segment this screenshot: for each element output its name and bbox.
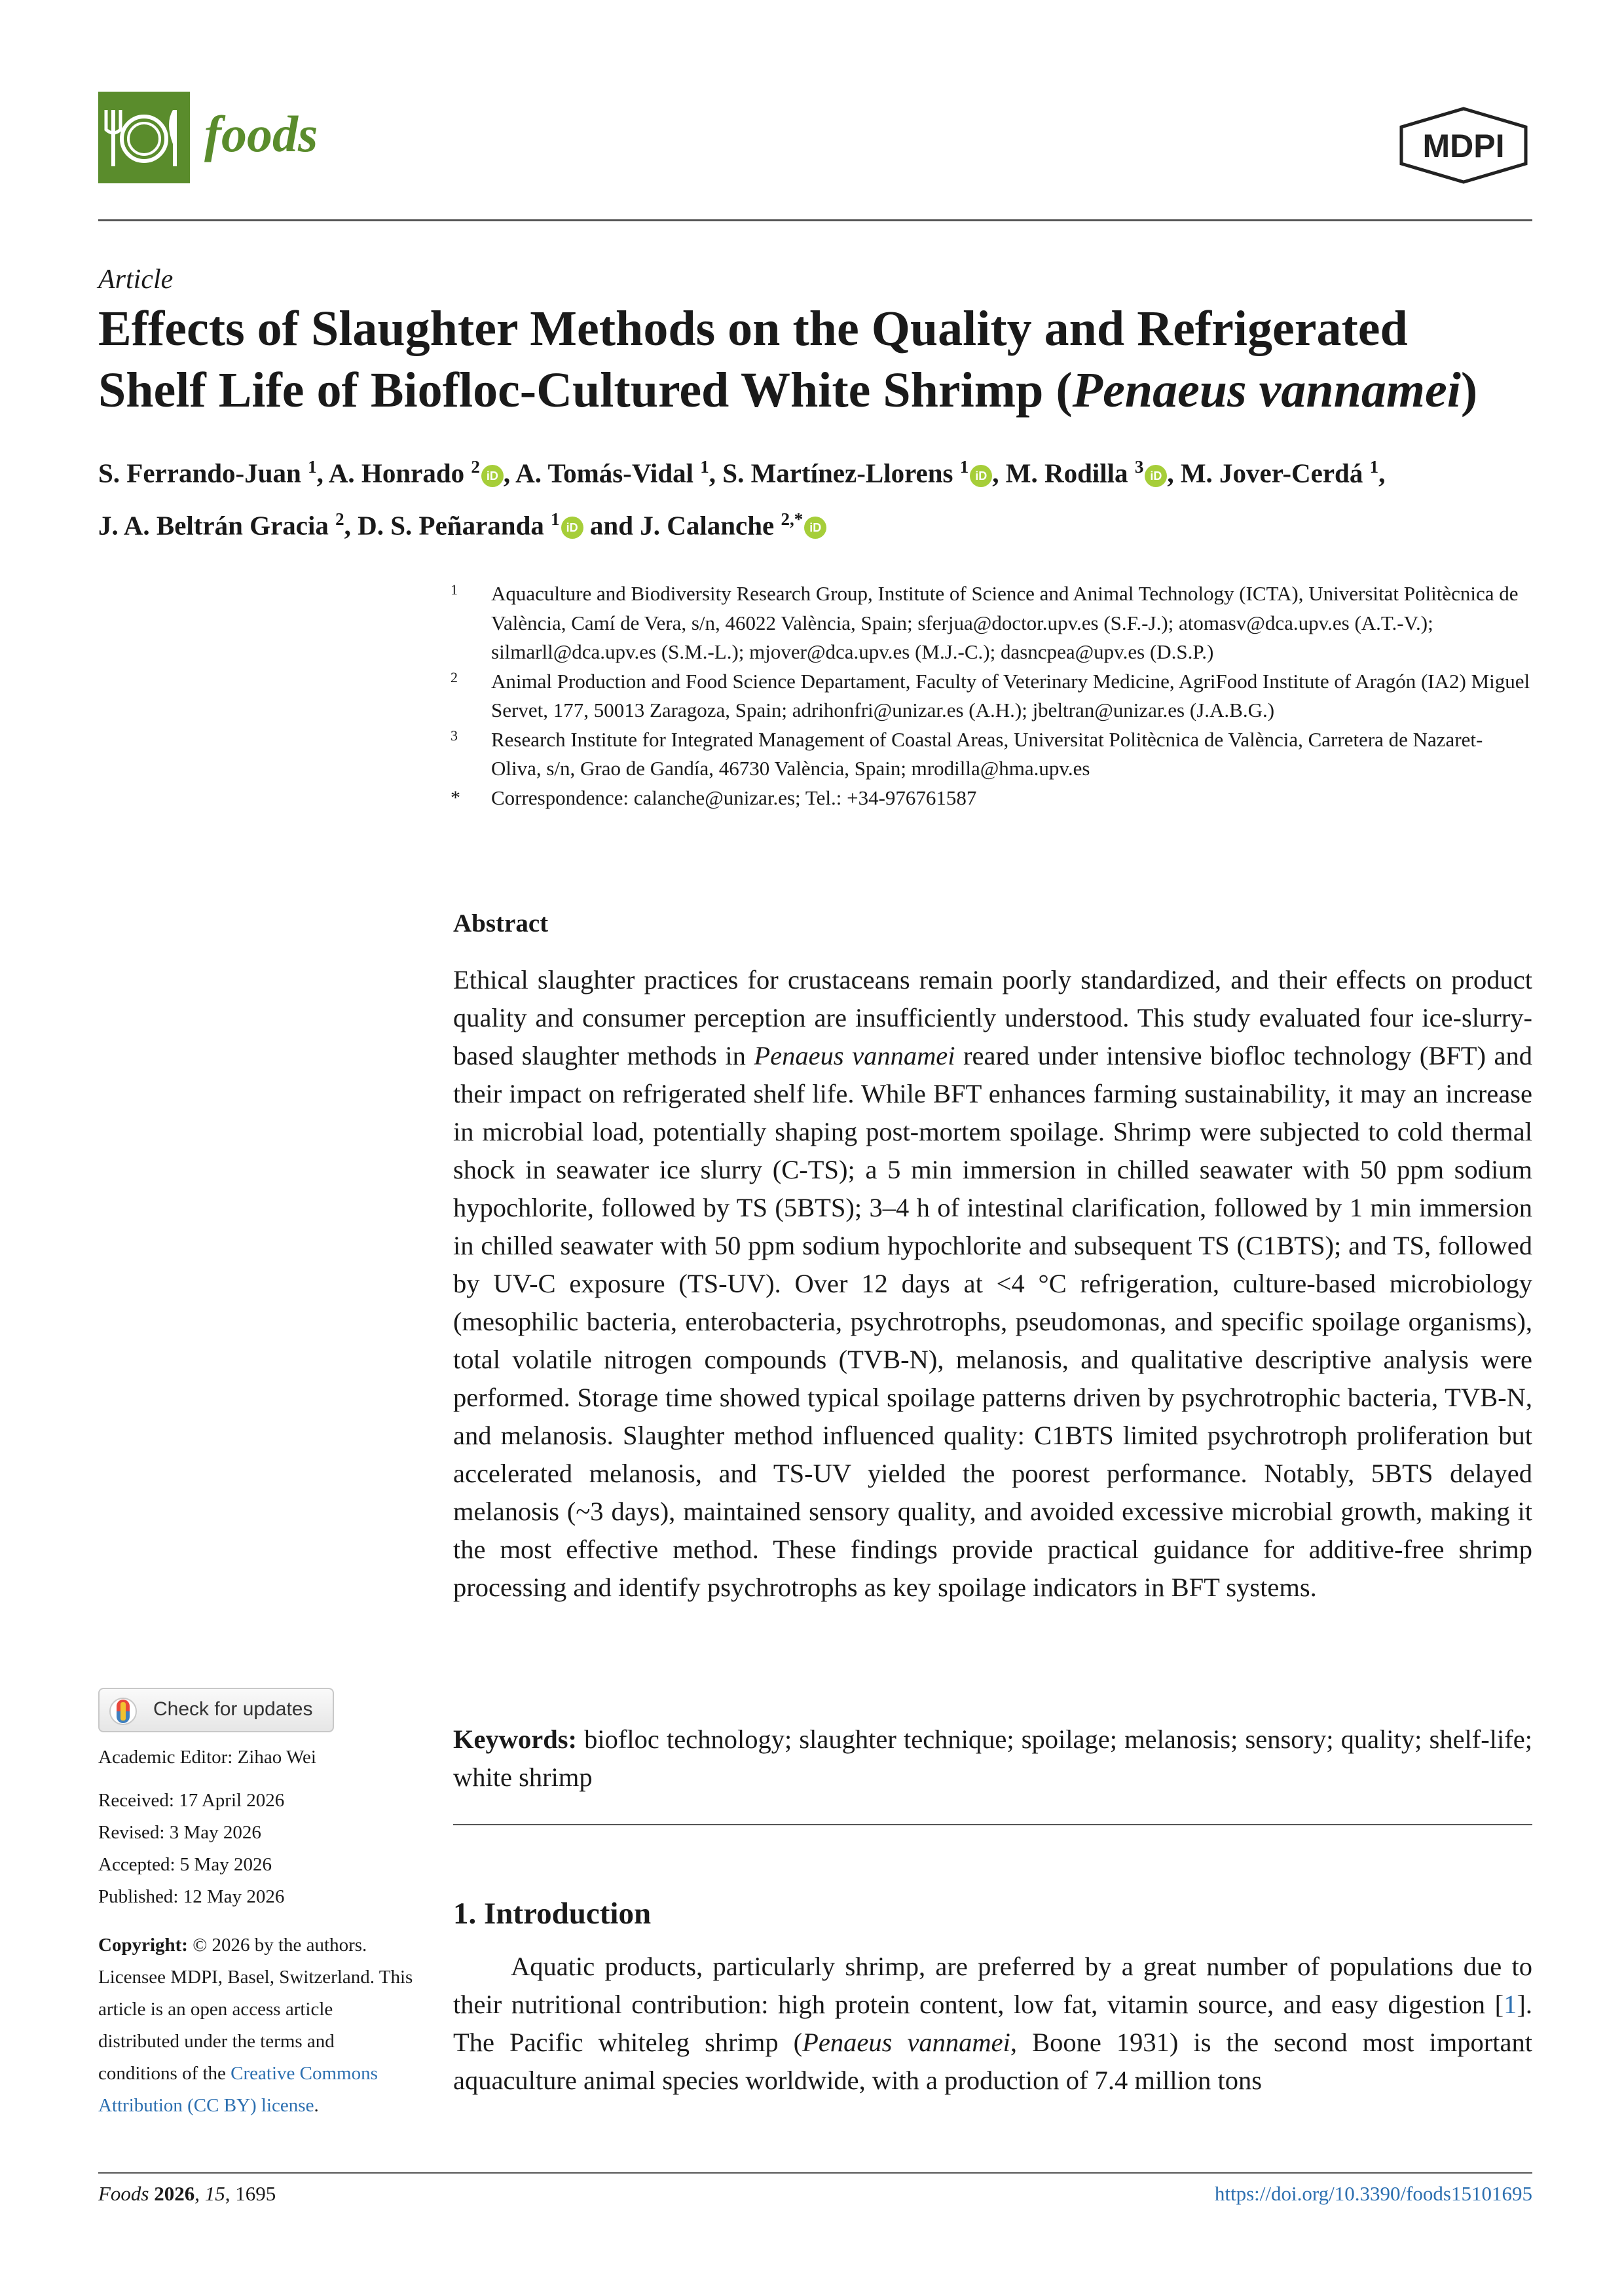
author-separator: , xyxy=(316,458,329,488)
check-for-updates-button[interactable] xyxy=(98,1688,334,1732)
author-separator: , xyxy=(992,458,1006,488)
author-name: M. Jover-Cerdá xyxy=(1180,458,1363,488)
introduction-text: Aquatic products, particularly shrimp, are preferred by a great number of populations due to their nutritional contribution: high protein content, low fat, vitamin source, and easy digestion [1]. The Pacific whiteleg shrimp (Penaeus vannamei, Boone 1931) is the second most important aquaculture animal species worldwide, with a production of 7.4 million tons xyxy=(453,1952,1532,2095)
affiliation-mark: 2 xyxy=(451,668,458,685)
keywords: Keywords: biofloc technology; slaughter technique; spoilage; melanosis; sensory; quality; shelf-life; white shrimp xyxy=(453,1724,1532,1792)
orcid-icon[interactable]: iD xyxy=(561,517,583,539)
citation-info: Foods 2026, 15, 1695 xyxy=(98,2182,276,2205)
affiliation-mark: 1 xyxy=(451,581,458,598)
license-link[interactable]: Creative Commons Attribution (CC BY) license xyxy=(98,2063,378,2116)
mdpi-logo xyxy=(1395,106,1532,185)
author-list xyxy=(98,444,1559,548)
copyright-notice: Copyright: © 2026 by the authors. Licensee MDPI, Basel, Switzerland. This article is an open access article distributed under the terms and conditions of the Creative Commons Attribution (CC BY) license. xyxy=(98,1935,413,2116)
orcid-icon[interactable]: iD xyxy=(970,465,992,487)
affiliation-item xyxy=(445,784,1532,813)
author-name: S. Martínez-Llorens xyxy=(722,458,953,488)
doi-link[interactable]: https://doi.org/10.3390/foods15101695 xyxy=(1214,2182,1532,2205)
author-affiliation-mark: 1 xyxy=(551,509,560,529)
abstract-text: Ethical slaughter practices for crustaceans remain poorly standardized, and their effects on product quality and consumer perception are insufficiently understood. This study evaluated four ice-slurry-based slaughter methods in Penaeus vannamei reared under intensive biofloc technology (BFT) and their impact on refrigerated shelf life. While BFT enhances farming sustainability, it may an increase in microbial load, potentially shaping post-mortem spoilage. Shrimp were subjected to cold thermal shock in seawater ice slurry (C-TS); a 5 min immersion in chilled seawater with 50 ppm sodium hypochlorite, followed by TS (5BTS); 3–4 h of intestinal clarification, followed by 1 min immersion in chilled seawater with 50 ppm sodium hypochlorite and subsequent TS (C1BTS); and TS, followed by UV-C exposure (TS-UV). Over 12 days at <4 °C refrigeration, culture-based microbiology (mesophilic bacteria, enterobacteria, psychrotrophs, pseudomonas, and specific spoilage organisms), total volatile nitrogen compounds (TVB-N), melanosis, and qualitative descriptive analysis were performed. Storage time showed typical spoilage patterns driven by psychrotrophic bacteria, TVB-N, and melanosis. Slaughter method influenced quality: C1BTS limited psychrotroph proliferation but accelerated melanosis, and TS-UV yielded the poorest performance. Notably, 5BTS delayed melanosis (~3 days), maintained sensory quality, and avoided excessive microbial growth, making it the most effective method. These findings provide practical guidance for additive-free shrimp processing and identify psychrotrophs as key spoilage indicators in BFT systems. xyxy=(453,965,1532,1602)
published-date: Published: 12 May 2026 xyxy=(98,1886,285,1907)
author-affiliation-mark: 2 xyxy=(471,457,480,477)
author-separator: , xyxy=(1167,458,1181,488)
abstract-heading: Abstract xyxy=(453,909,549,938)
author-separator: , xyxy=(344,510,358,541)
orcid-icon[interactable]: iD xyxy=(481,465,504,487)
crossmark-icon xyxy=(109,1697,138,1726)
author-separator: , xyxy=(709,458,723,488)
affiliation-text: Aquaculture and Biodiversity Research Group, Institute of Science and Animal Technology (ICTA), Universitat Politècnica de València, Camí de Vera, s/n, 46022 València, Spain; sferjua@doctor.upv.es (S.F.-J.); atomasv@dca.upv.es (A.T.-V.); silmarll@dca.upv.es (S.M.-L.); mjover@dca.upv.es (M.J.-C.); dasncpea@upv.es (D.S.P.) xyxy=(491,582,1519,663)
author-name: J. A. Beltrán Gracia xyxy=(98,510,329,541)
journal-name: foods xyxy=(204,105,318,162)
affiliation-text: Correspondence: calanche@unizar.es; Tel.: +34-976761587 xyxy=(491,786,977,809)
author-separator: , xyxy=(503,458,516,488)
author-affiliation-mark: 3 xyxy=(1134,457,1144,477)
author-name: M. Rodilla xyxy=(1005,458,1128,488)
author-affiliation-mark: 1 xyxy=(700,457,709,477)
reference-link[interactable]: 1 xyxy=(1504,1990,1517,2019)
author-separator: and xyxy=(583,510,640,541)
affiliation-text: Animal Production and Food Science Departament, Faculty of Veterinary Medicine, AgriFood Institute of Aragón (IA2) Miguel Servet, 177, 50013 Zaragoza, Spain; adrihonfri@unizar.es (A.H.); jbeltran@unizar.es (J.A.B.G.) xyxy=(491,669,1530,721)
author-name: J. Calanche xyxy=(640,510,775,541)
plate-cutlery-icon xyxy=(98,92,190,183)
orcid-icon[interactable]: iD xyxy=(1145,465,1167,487)
affiliation-text: Research Institute for Integrated Management of Coastal Areas, Universitat Politècnica de València, Carretera de Nazaret-Oliva, s/n, Grao de Gandía, 46730 València, Spain; mrodilla@hma.upv.es xyxy=(491,727,1483,780)
author-name: S. Ferrando-Juan xyxy=(98,458,301,488)
author-name: D. S. Peñaranda xyxy=(358,510,544,541)
article-title xyxy=(98,298,1559,421)
orcid-icon[interactable]: iD xyxy=(804,517,826,539)
author-affiliation-mark: 1 xyxy=(308,457,317,477)
revised-date: Revised: 3 May 2026 xyxy=(98,1822,261,1843)
affiliation-mark: 3 xyxy=(451,727,458,744)
affiliation-mark: * xyxy=(451,786,460,809)
author-separator: , xyxy=(1378,458,1386,488)
affiliation-item xyxy=(445,667,1532,725)
title-line-2: Shelf Life of Biofloc-Cultured White Shrimp (Penaeus vannamei) xyxy=(98,363,1478,418)
academic-editor: Academic Editor: Zihao Wei xyxy=(98,1747,316,1768)
author-affiliation-mark: 2,* xyxy=(781,509,803,529)
author-affiliation-mark: 2 xyxy=(335,509,344,529)
abstract-divider xyxy=(453,1824,1532,1825)
accepted-date: Accepted: 5 May 2026 xyxy=(98,1854,272,1875)
section-heading-introduction: 1. Introduction xyxy=(453,1897,652,1931)
author-affiliation-mark: 1 xyxy=(1369,457,1379,477)
publisher-name: MDPI xyxy=(1422,128,1505,164)
title-line-1: Effects of Slaughter Methods on the Quality and Refrigerated xyxy=(98,301,1408,356)
author-name: A. Honrado xyxy=(328,458,465,488)
journal-logo xyxy=(98,92,190,183)
author-name: A. Tomás-Vidal xyxy=(515,458,694,488)
article-type: Article xyxy=(98,264,174,295)
check-updates-label: Check for updates xyxy=(153,1698,313,1720)
author-affiliation-mark: 1 xyxy=(959,457,969,477)
footer-divider xyxy=(98,2172,1532,2174)
received-date: Received: 17 April 2026 xyxy=(98,1790,285,1811)
header-divider xyxy=(98,219,1532,221)
affiliation-item xyxy=(445,725,1532,784)
affiliations xyxy=(445,579,1532,812)
affiliation-item xyxy=(445,579,1532,667)
